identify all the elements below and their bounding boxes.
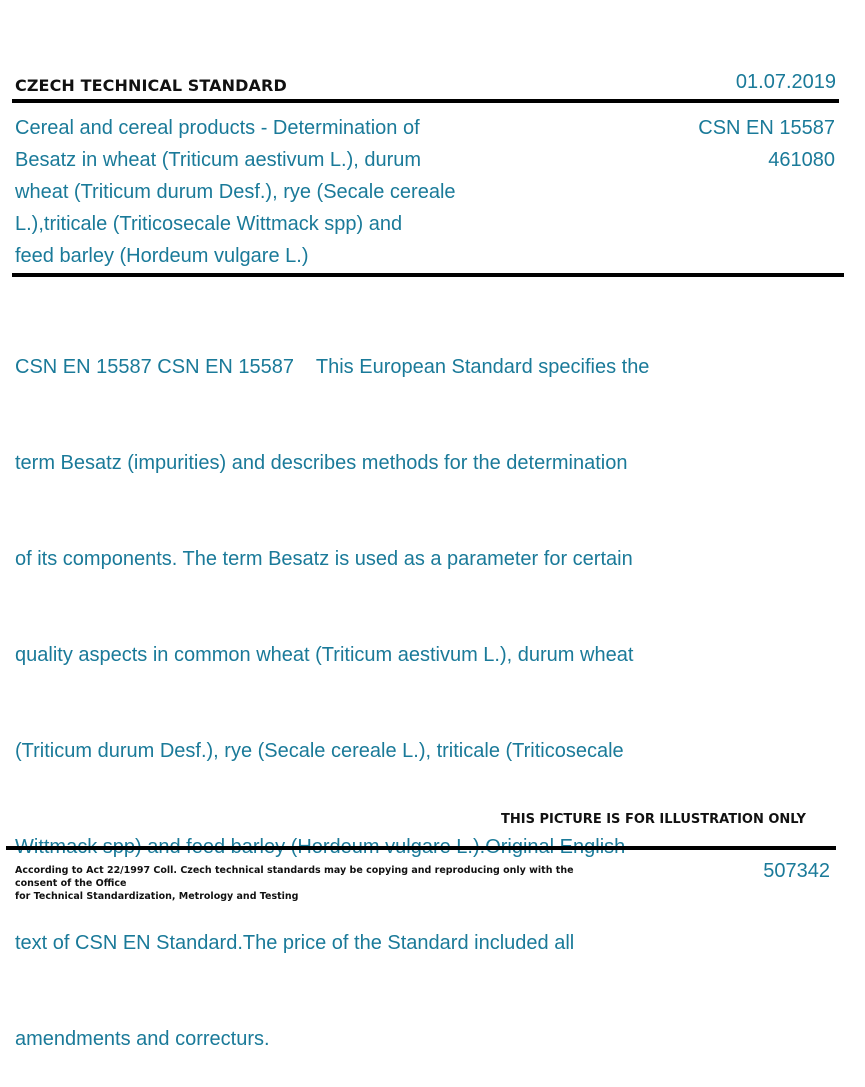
- description-line: (Triticum durum Desf.), rye (Secale cereale L.), triticale (Triticosecale: [15, 740, 624, 762]
- legal-line: for Technical Standardization, Metrology and Testing: [15, 891, 299, 902]
- title-line: Cereal and cereal products - Determination of: [15, 117, 420, 139]
- divider-top: [12, 99, 839, 103]
- legal-notice: [15, 864, 585, 903]
- title-line: L.),triticale (Triticosecale Wittmack spp) and: [15, 213, 403, 235]
- document-type-label: CZECH TECHNICAL STANDARD: [15, 76, 287, 95]
- standard-identifiers: [698, 112, 835, 176]
- standard-title: [15, 112, 495, 272]
- description-line: of its components. The term Besatz is used as a parameter for certain: [15, 548, 633, 570]
- publication-date: 01.07.2019: [735, 71, 836, 93]
- legal-line: According to Act 22/1997 Coll. Czech technical standards may be copying and reproducing only with the consent of the Office: [15, 865, 574, 889]
- catalog-number: 507342: [763, 860, 830, 882]
- title-line: feed barley (Hordeum vulgare L.): [15, 245, 309, 267]
- illustration-disclaimer: THIS PICTURE IS FOR ILLUSTRATION ONLY: [501, 812, 806, 827]
- title-line: wheat (Triticum durum Desf.), rye (Secale cereale: [15, 181, 456, 203]
- standard-description: [15, 287, 715, 1087]
- divider-bottom: [6, 846, 836, 850]
- description-line: amendments and correcturs.: [15, 1028, 270, 1050]
- class-number: 461080: [768, 149, 835, 171]
- description-line: text of CSN EN Standard.The price of the Standard included all: [15, 932, 575, 954]
- standard-code: CSN EN 15587: [698, 117, 835, 139]
- description-line: term Besatz (impurities) and describes methods for the determination: [15, 452, 628, 474]
- description-line: quality aspects in common wheat (Triticum aestivum L.), durum wheat: [15, 644, 634, 666]
- title-line: Besatz in wheat (Triticum aestivum L.), durum: [15, 149, 422, 171]
- description-line: CSN EN 15587 CSN EN 15587 This European Standard specifies the: [15, 356, 650, 378]
- divider-middle: [12, 273, 844, 277]
